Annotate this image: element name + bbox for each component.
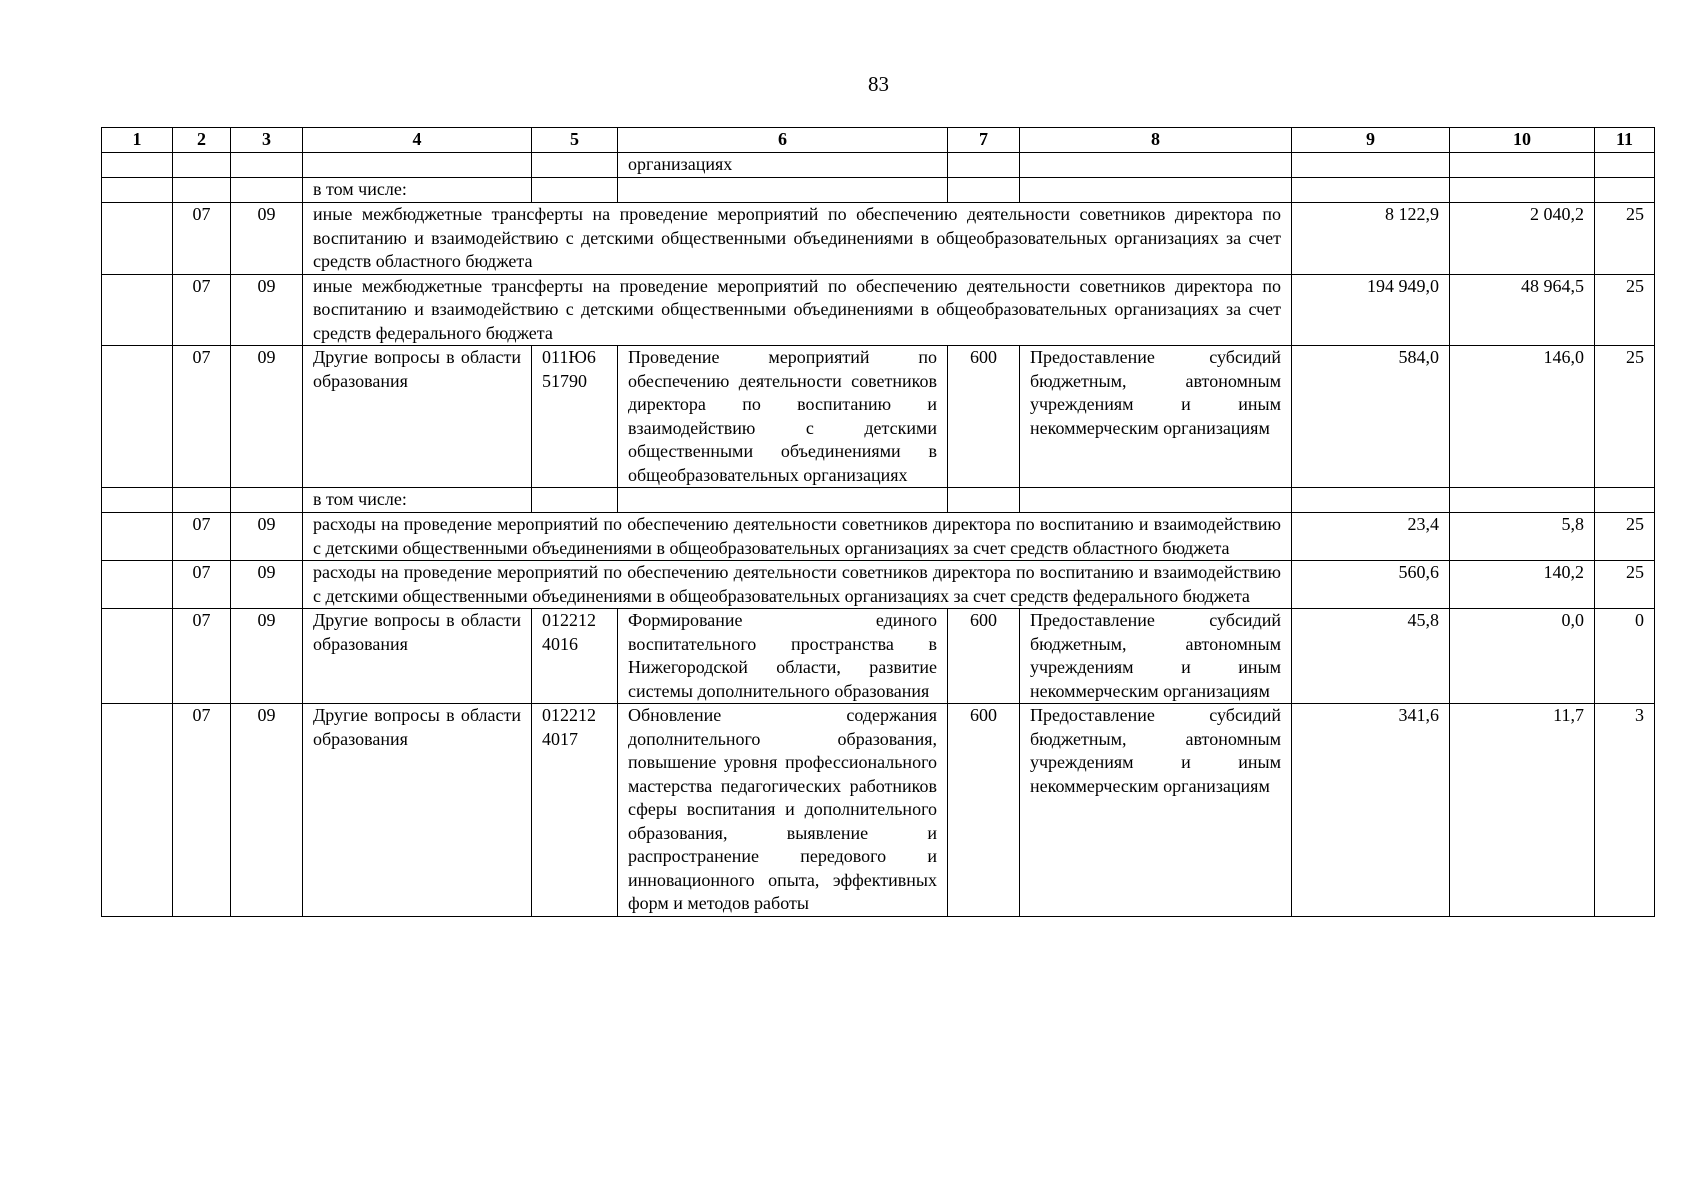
- description-cell: организациях: [618, 153, 948, 178]
- table-cell: [1020, 488, 1292, 513]
- column-number: 4: [303, 128, 532, 153]
- table-cell: [102, 513, 173, 561]
- amount-plan: 341,6: [1292, 704, 1450, 917]
- table-cell: [102, 203, 173, 275]
- table-cell: [948, 153, 1020, 178]
- table-row: [102, 178, 1655, 203]
- section-name: Другие вопросы в области образования: [303, 704, 532, 917]
- table-cell: [1595, 178, 1655, 203]
- subsection-code: 09: [231, 609, 303, 704]
- page-number: 83: [868, 72, 889, 96]
- amount-plan: 8 122,9: [1292, 203, 1450, 275]
- expense-type-name: Предоставление субсидий бюджетным, автономным учреждениям и иным некоммерческим организациям: [1020, 704, 1292, 917]
- column-number: 1: [102, 128, 173, 153]
- subsection-code: 09: [231, 274, 303, 346]
- table-cell: [102, 153, 173, 178]
- merged-description: расходы на проведение мероприятий по обеспечению деятельности советников директора по воспитанию и взаимодействию с детскими общественными объединениями в общеобразовательных организациях за счет средств областного бюджета: [303, 513, 1292, 561]
- amount-plan: 45,8: [1292, 609, 1450, 704]
- subsection-code: 09: [231, 203, 303, 275]
- column-number: 11: [1595, 128, 1655, 153]
- percent: 0: [1595, 609, 1655, 704]
- column-number: 9: [1292, 128, 1450, 153]
- table-row: [102, 513, 1655, 561]
- subsection-code: 09: [231, 704, 303, 917]
- subsection-code: 09: [231, 346, 303, 488]
- table-cell: [231, 488, 303, 513]
- amount-plan: 194 949,0: [1292, 274, 1450, 346]
- percent: 25: [1595, 203, 1655, 275]
- table-row: [102, 153, 1655, 178]
- amount-plan: 560,6: [1292, 561, 1450, 609]
- column-number: 5: [532, 128, 618, 153]
- section-code: 07: [173, 609, 231, 704]
- merged-description: иные межбюджетные трансферты на проведение мероприятий по обеспечению деятельности советников директора по воспитанию и взаимодействию с детскими общественными объединениями в общеобразовательных организациях за счет средств областного бюджета: [303, 203, 1292, 275]
- table-cell: [1595, 488, 1655, 513]
- column-number: 10: [1450, 128, 1595, 153]
- expense-type-code: 600: [948, 346, 1020, 488]
- section-name: Другие вопросы в области образования: [303, 346, 532, 488]
- table-cell: [173, 488, 231, 513]
- table-cell: [532, 488, 618, 513]
- merged-description: расходы на проведение мероприятий по обеспечению деятельности советников директора по воспитанию и взаимодействию с детскими общественными объединениями в общеобразовательных организациях за счет средств федерального бюджета: [303, 561, 1292, 609]
- table-cell: [1292, 178, 1450, 203]
- table-row: [102, 274, 1655, 346]
- section-code: 07: [173, 704, 231, 917]
- amount-plan: 23,4: [1292, 513, 1450, 561]
- section-code: 07: [173, 274, 231, 346]
- table-cell: [1020, 178, 1292, 203]
- table-cell: [173, 178, 231, 203]
- subsection-code: 09: [231, 513, 303, 561]
- column-number: 2: [173, 128, 231, 153]
- table-cell: [102, 178, 173, 203]
- amount-actual: 140,2: [1450, 561, 1595, 609]
- percent: 25: [1595, 346, 1655, 488]
- column-number: 7: [948, 128, 1020, 153]
- table-row: [102, 609, 1655, 704]
- column-number: 6: [618, 128, 948, 153]
- table-cell: [618, 178, 948, 203]
- table-cell: [948, 178, 1020, 203]
- table-cell: [532, 178, 618, 203]
- table-cell: [173, 153, 231, 178]
- target-article-code: 012212 4016: [532, 609, 618, 704]
- description-cell: Формирование единого воспитательного пространства в Нижегородской области, развитие системы дополнительного образования: [618, 609, 948, 704]
- description-cell: Обновление содержания дополнительного образования, повышение уровня профессионального мастерства педагогических работников сферы воспитания и дополнительного образования, выявление и распространение передового и инновационного опыта, эффективных форм и методов работы: [618, 704, 948, 917]
- section-name: Другие вопросы в области образования: [303, 609, 532, 704]
- table-cell: [102, 488, 173, 513]
- table-cell: [102, 346, 173, 488]
- percent: 25: [1595, 274, 1655, 346]
- budget-table: [101, 127, 1655, 917]
- amount-actual: 2 040,2: [1450, 203, 1595, 275]
- subheader-cell: в том числе:: [303, 178, 532, 203]
- table-cell: [1595, 153, 1655, 178]
- table-cell: [303, 153, 532, 178]
- table-cell: [102, 274, 173, 346]
- target-article-code: 012212 4017: [532, 704, 618, 917]
- table-cell: [102, 704, 173, 917]
- amount-actual: 146,0: [1450, 346, 1595, 488]
- expense-type-name: Предоставление субсидий бюджетным, автономным учреждениям и иным некоммерческим организациям: [1020, 609, 1292, 704]
- table-row: [102, 561, 1655, 609]
- table-cell: [1450, 178, 1595, 203]
- table-row: [102, 488, 1655, 513]
- amount-actual: 0,0: [1450, 609, 1595, 704]
- table-cell: [532, 153, 618, 178]
- amount-actual: 48 964,5: [1450, 274, 1595, 346]
- percent: 3: [1595, 704, 1655, 917]
- target-article-code: 011Ю6 51790: [532, 346, 618, 488]
- section-code: 07: [173, 346, 231, 488]
- table-cell: [948, 488, 1020, 513]
- table-cell: [1450, 488, 1595, 513]
- table-cell: [102, 561, 173, 609]
- expense-type-name: Предоставление субсидий бюджетным, автономным учреждениям и иным некоммерческим организациям: [1020, 346, 1292, 488]
- description-cell: Проведение мероприятий по обеспечению деятельности советников директора по воспитанию и взаимодействию с детскими общественными объединениями в общеобразовательных организациях: [618, 346, 948, 488]
- section-code: 07: [173, 203, 231, 275]
- expense-type-code: 600: [948, 704, 1020, 917]
- table-cell: [102, 609, 173, 704]
- table-cell: [231, 178, 303, 203]
- expense-type-code: 600: [948, 609, 1020, 704]
- amount-actual: 11,7: [1450, 704, 1595, 917]
- table-cell: [618, 488, 948, 513]
- subsection-code: 09: [231, 561, 303, 609]
- amount-plan: 584,0: [1292, 346, 1450, 488]
- table-cell: [1450, 153, 1595, 178]
- table-cell: [1292, 488, 1450, 513]
- table-row: [102, 704, 1655, 917]
- column-number: 3: [231, 128, 303, 153]
- table-row: [102, 203, 1655, 275]
- column-number-row: [102, 128, 1655, 153]
- table-cell: [1292, 153, 1450, 178]
- section-code: 07: [173, 513, 231, 561]
- table-cell: [231, 153, 303, 178]
- table-cell: [1020, 153, 1292, 178]
- merged-description: иные межбюджетные трансферты на проведение мероприятий по обеспечению деятельности советников директора по воспитанию и взаимодействию с детскими общественными объединениями в общеобразовательных организациях за счет средств федерального бюджета: [303, 274, 1292, 346]
- column-number: 8: [1020, 128, 1292, 153]
- percent: 25: [1595, 561, 1655, 609]
- subheader-cell: в том числе:: [303, 488, 532, 513]
- section-code: 07: [173, 561, 231, 609]
- percent: 25: [1595, 513, 1655, 561]
- table-row: [102, 346, 1655, 488]
- amount-actual: 5,8: [1450, 513, 1595, 561]
